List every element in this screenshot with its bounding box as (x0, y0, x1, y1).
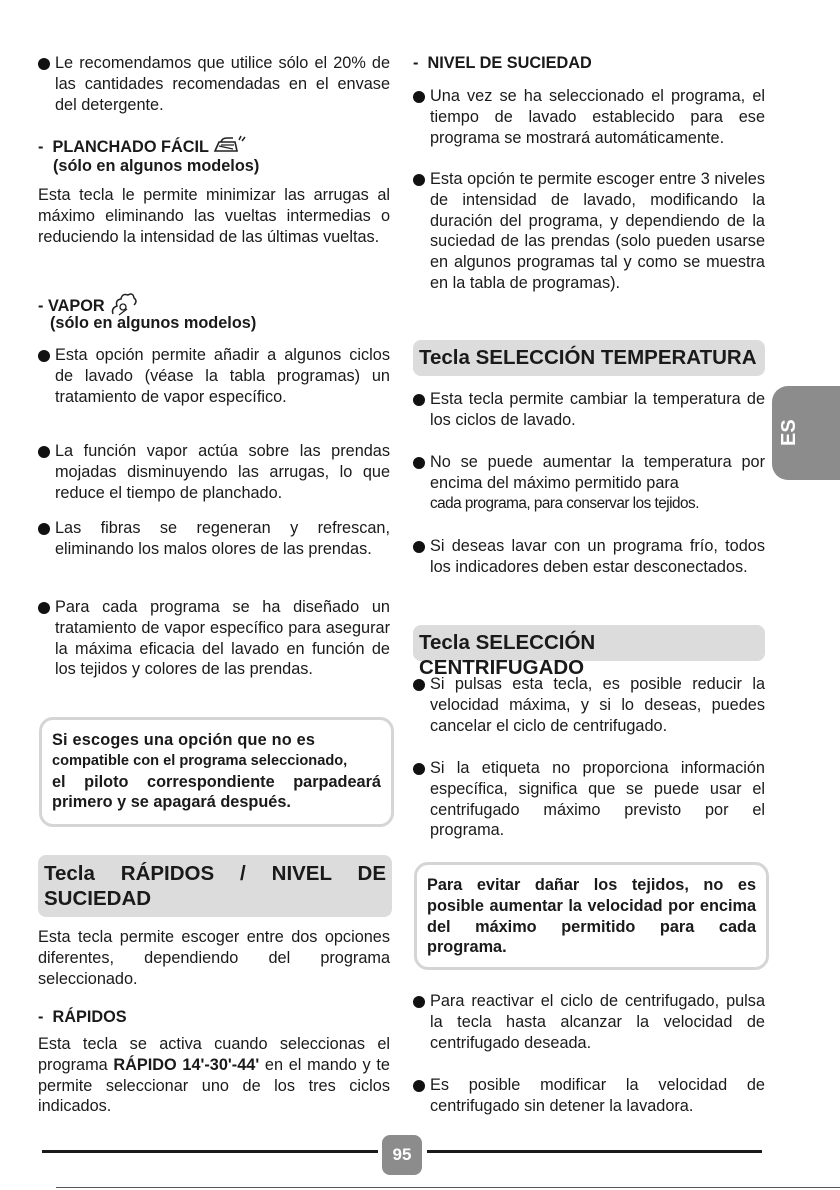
bullet-dot (413, 457, 425, 469)
info-note-compatibility: Si escoges una opción que no es compatible con el programa seleccionado, el piloto correspondiente parpadeará primero y se apagará después. (39, 717, 394, 827)
bullet-nivel-2: Esta opción te permite escoger entre 3 niveles de intensidad de lavado, modificando la duración del programa, y dependiendo de la suciedad de las prendas (solo pueden usarse en algunos programas tal y como se muestra en la tabla de programas). (413, 169, 765, 294)
bullet-temp-3: Si deseas lavar con un programa frío, todos los indicadores deben estar desconectados. (413, 536, 765, 578)
section-header-temperatura: Tecla SELECCIÓN TEMPERATURA (413, 340, 765, 376)
bullet-dot (413, 541, 425, 553)
bullet-dot (413, 679, 425, 691)
footer-rule-right (427, 1150, 762, 1153)
bullet-dot (413, 174, 425, 186)
info-note-velocidad: Para evitar dañar los tejidos, no es posible aumentar la velocidad por encima del máximo permitido para cada programa. (414, 862, 769, 970)
rapidos-body: Esta tecla se activa cuando seleccionas el programa RÁPIDO 14'-30'-44' en el mando y te permite seleccionar uno de los tres ciclos indicados. (38, 1035, 390, 1116)
bullet-temp-2: No se puede aumentar la temperatura por encima del máximo permitido para cada programa, para conservar los tejidos. (413, 452, 765, 514)
bullet-dot (38, 602, 50, 614)
bullet-centr-1: Si pulsas esta tecla, es posible reducir la velocidad máxima, y si lo deseas, puedes cancelar el ciclo de centrifugado. (413, 674, 765, 736)
program-name: RÁPIDO 14'-30'-44' (113, 1055, 260, 1074)
planchado-subheading: (sólo en algunos modelos) (53, 157, 260, 175)
section-header-rapidos: Tecla RÁPIDOS / NIVEL DE SUCIEDAD (38, 855, 392, 917)
bullet-dot (413, 763, 425, 775)
language-tab-label: ES (778, 419, 800, 446)
bullet-dot (38, 523, 50, 535)
bullet-nivel-1: Una vez se ha seleccionado el programa, el tiempo de lavado establecido para ese programa se mostrará automáticamente. (413, 86, 765, 148)
bullet-vapor-2: La función vapor actúa sobre las prendas mojadas disminuyendo las arrugas, lo que reduce el tiempo de planchado. (38, 441, 390, 503)
bullet-vapor-3: Las fibras se regeneran y refrescan, eliminando los malos olores de las prendas. (38, 518, 390, 560)
nivel-heading: - NIVEL DE SUCIEDAD (413, 54, 592, 72)
vapor-subheading: (sólo en algunos modelos) (50, 314, 257, 332)
bullet-dot (413, 394, 425, 406)
vapor-heading: - VAPOR (38, 290, 390, 324)
bottom-rule (56, 1187, 840, 1188)
bullet-detergent: Le recomendamos que utilice sólo el 20% de las cantidades recomendadas en el envase del detergente. (38, 53, 390, 115)
bullet-centr-4: Es posible modificar la velocidad de centrifugado sin detener la lavadora. (413, 1075, 765, 1117)
bullet-dot (38, 350, 50, 362)
page-number: 95 (382, 1135, 422, 1175)
bullet-temp-1: Esta tecla permite cambiar la temperatura de los ciclos de lavado. (413, 389, 765, 431)
bullet-dot (38, 58, 50, 70)
bullet-dot (413, 91, 425, 103)
bullet-vapor-4: Para cada programa se ha diseñado un tratamiento de vapor específico para asegurar la máxima eficacia del lavado en función de los tejidos y colores de las prendas. (38, 597, 390, 680)
section-header-centrifugado: Tecla SELECCIÓN CENTRIFUGADO (413, 625, 765, 661)
bullet-vapor-1: Esta opción permite añadir a algunos ciclos de lavado (véase la tabla programas) un tratamiento de vapor específico. (38, 345, 390, 407)
rapidos-heading: - RÁPIDOS (38, 1008, 127, 1026)
bullet-dot (38, 446, 50, 458)
planchado-heading: - PLANCHADO FÁCIL (38, 134, 390, 162)
planchado-body: Esta tecla le permite minimizar las arrugas al máximo eliminando las vueltas intermedias o reduciendo la intensidad de las últimas vueltas. (38, 186, 390, 246)
bullet-dot (413, 1080, 425, 1092)
bullet-centr-3: Para reactivar el ciclo de centrifugado, pulsa la tecla hasta alcanzar la velocidad de centrifugado deseada. (413, 991, 765, 1053)
footer-rule-left (42, 1150, 378, 1153)
rapidos-intro: Esta tecla permite escoger entre dos opciones diferentes, dependiendo del programa seleccionado. (38, 928, 390, 988)
bullet-centr-2: Si la etiqueta no proporciona información específica, significa que se puede usar el centrifugado máximo previsto por el programa. (413, 758, 765, 841)
bullet-dot (413, 996, 425, 1008)
